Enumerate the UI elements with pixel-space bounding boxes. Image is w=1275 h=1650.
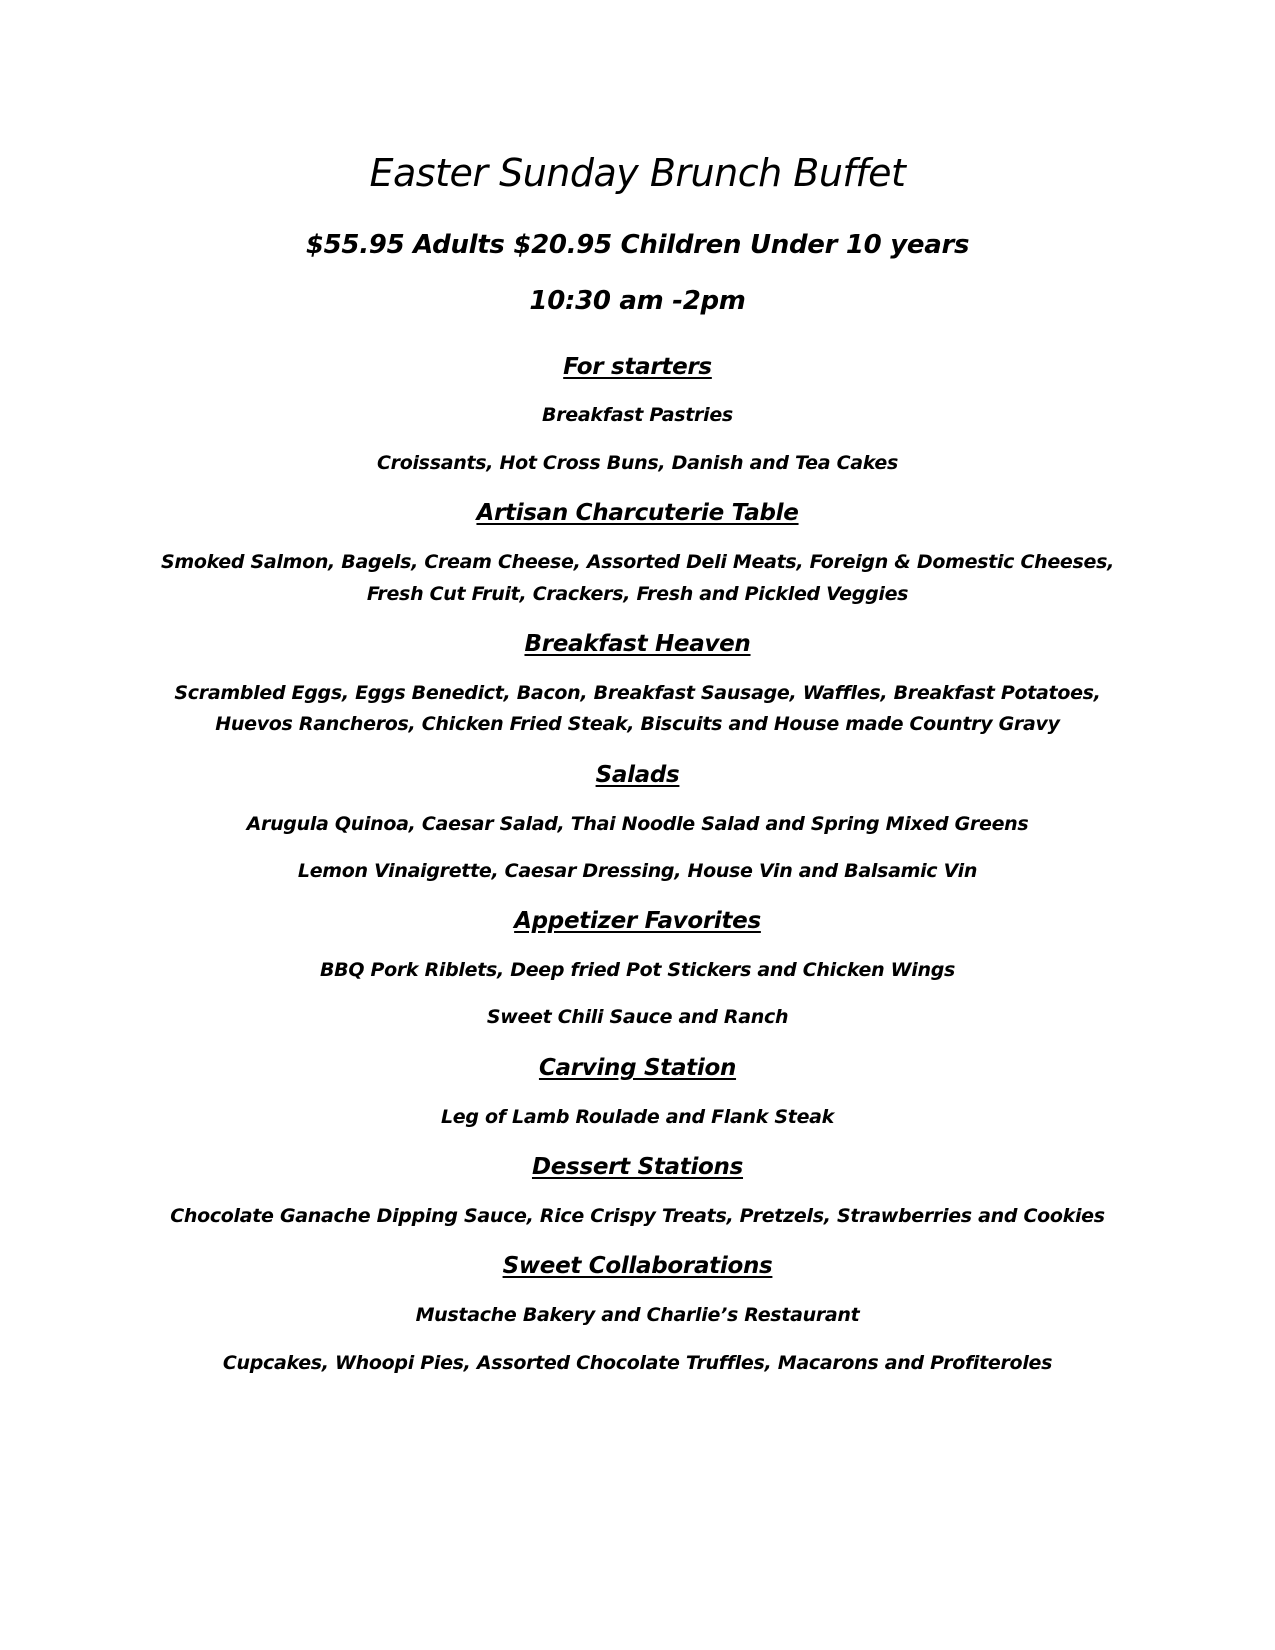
section-heading-salads: Salads: [595, 762, 680, 788]
section-heading-carving-station: Carving Station: [538, 1055, 737, 1081]
hours-line: 10:30 am -2pm: [529, 286, 746, 316]
menu-line: Fresh Cut Fruit, Crackers, Fresh and Pickled Veggies: [366, 583, 909, 605]
section-heading-artisan-charcuterie-table: Artisan Charcuterie Table: [476, 500, 799, 526]
menu-title: Easter Sunday Brunch Buffet: [369, 151, 906, 195]
price-line: $55.95 Adults $20.95 Children Under 10 years: [305, 230, 970, 260]
menu-line: Chocolate Ganache Dipping Sauce, Rice Crispy Treats, Pretzels, Strawberries and Cookies: [170, 1205, 1105, 1227]
menu-line: Cupcakes, Whoopi Pies, Assorted Chocolate Truffles, Macarons and Profiteroles: [222, 1352, 1053, 1374]
menu-line: Sweet Chili Sauce and Ranch: [486, 1006, 789, 1028]
menu-line: Lemon Vinaigrette, Caesar Dressing, House Vin and Balsamic Vin: [297, 860, 978, 882]
menu-line: Huevos Rancheros, Chicken Fried Steak, Biscuits and House made Country Gravy: [215, 713, 1060, 735]
menu-line: Leg of Lamb Roulade and Flank Steak: [440, 1106, 835, 1128]
section-heading-sweet-collaborations: Sweet Collaborations: [502, 1253, 773, 1279]
menu-line: Smoked Salmon, Bagels, Cream Cheese, Assorted Deli Meats, Foreign & Domestic Cheeses,: [160, 551, 1115, 573]
menu-line: Breakfast Pastries: [542, 404, 733, 426]
section-heading-appetizer-favorites: Appetizer Favorites: [514, 908, 761, 934]
menu-line: Arugula Quinoa, Caesar Salad, Thai Noodle Salad and Spring Mixed Greens: [246, 813, 1029, 835]
menu-line: Croissants, Hot Cross Buns, Danish and Tea Cakes: [377, 452, 898, 474]
menu-line: Scrambled Eggs, Eggs Benedict, Bacon, Breakfast Sausage, Waffles, Breakfast Potatoes,: [174, 682, 1101, 704]
menu-line: Mustache Bakery and Charlie’s Restaurant: [415, 1304, 860, 1326]
menu-line: BBQ Pork Riblets, Deep fried Pot Stickers and Chicken Wings: [319, 959, 956, 981]
section-heading-dessert-stations: Dessert Stations: [531, 1154, 744, 1180]
section-heading-for-starters: For starters: [563, 354, 712, 380]
section-heading-breakfast-heaven: Breakfast Heaven: [524, 631, 751, 657]
